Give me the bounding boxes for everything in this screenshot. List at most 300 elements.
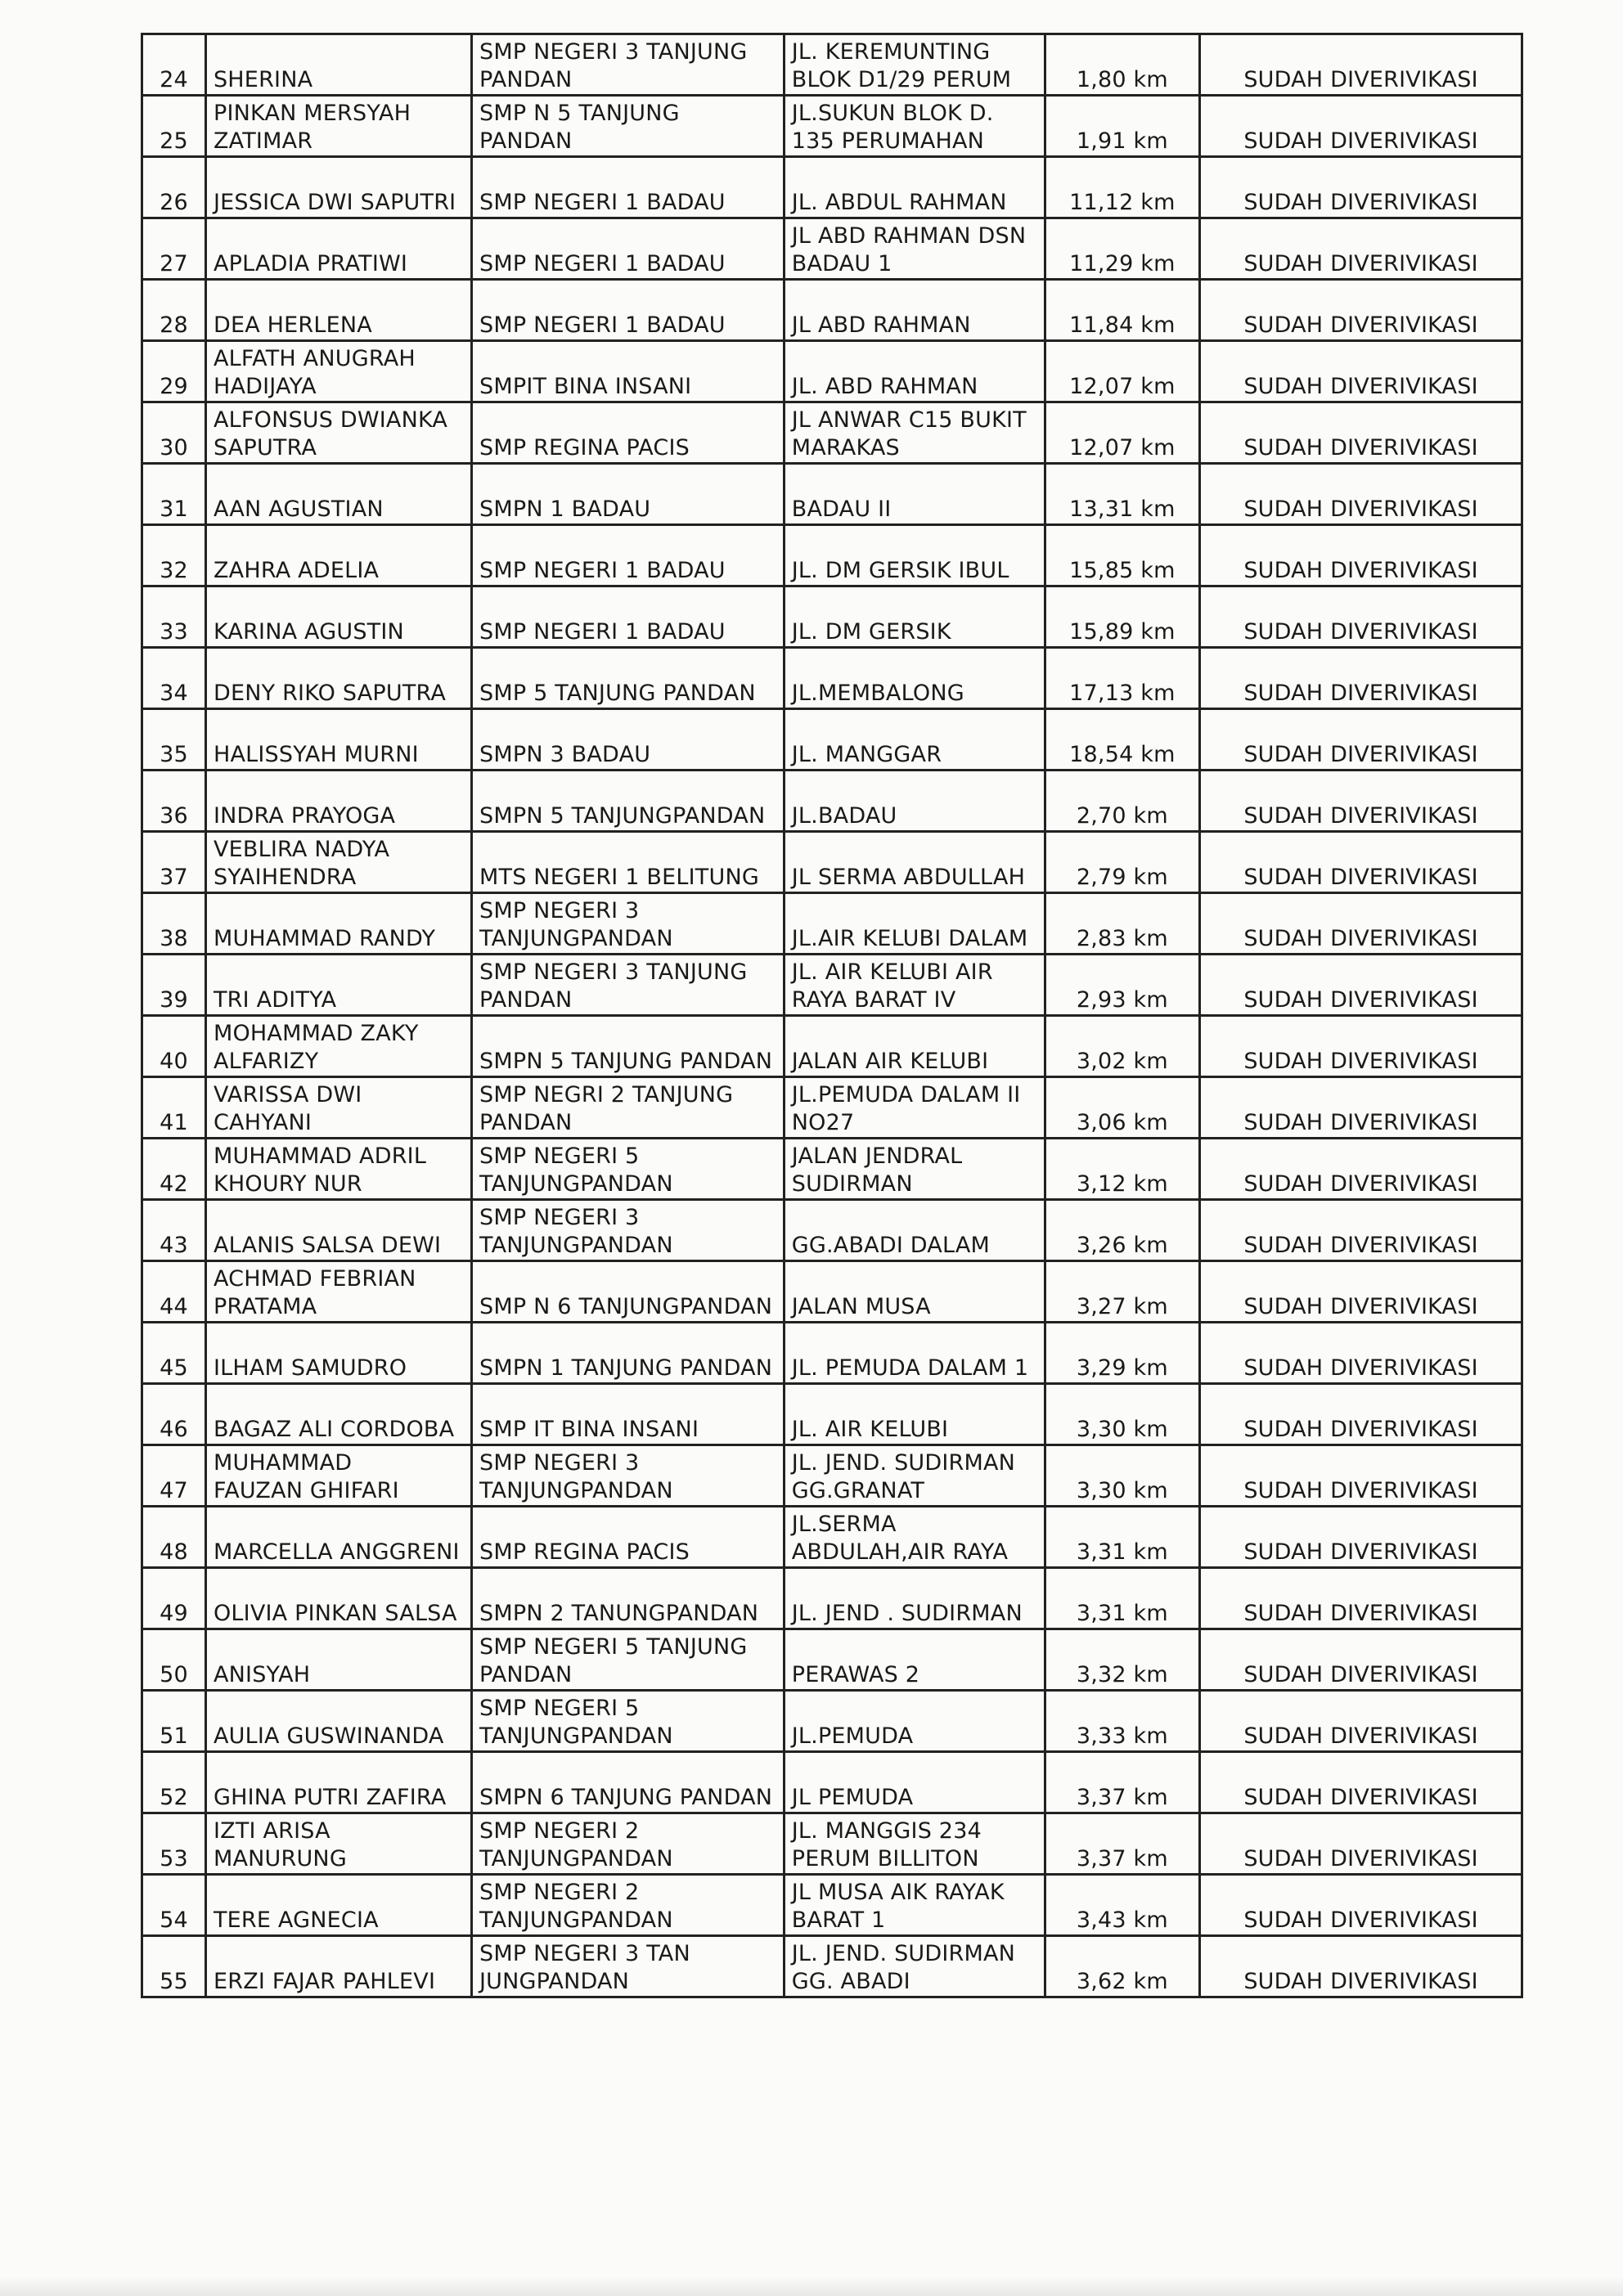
distance-cell xyxy=(1045,1813,1199,1875)
student-name-line: MANURUNG xyxy=(213,1846,347,1871)
table-row xyxy=(142,771,1522,832)
distance: 3,37 km xyxy=(1076,1785,1168,1810)
student-name-cell xyxy=(205,280,471,341)
row-number: 39 xyxy=(160,987,188,1013)
school-name-cell xyxy=(472,1200,785,1261)
address-line: PERUM BILLITON xyxy=(791,1846,979,1871)
row-number-cell xyxy=(142,96,206,157)
table-row xyxy=(142,1445,1522,1507)
verification-status: SUDAH DIVERIVIKASI xyxy=(1243,1723,1478,1749)
distance: 3,37 km xyxy=(1076,1846,1168,1871)
address-cell xyxy=(784,341,1045,402)
distance: 11,84 km xyxy=(1069,312,1176,338)
student-name-line: MUHAMMAD xyxy=(213,1450,353,1476)
school-name-cell xyxy=(472,709,785,771)
distance-cell xyxy=(1045,1568,1199,1629)
distance: 3,02 km xyxy=(1076,1049,1168,1074)
verification-status: SUDAH DIVERIVIKASI xyxy=(1243,1355,1478,1381)
address-line: JL.SUKUN BLOK D. xyxy=(791,101,994,126)
school-name-line: SMP NEGERI 3 TAN xyxy=(479,1941,690,1966)
address-cell xyxy=(784,1261,1045,1323)
school-name-cell xyxy=(472,1139,785,1200)
row-number: 43 xyxy=(160,1233,188,1258)
verification-status: SUDAH DIVERIVIKASI xyxy=(1243,1846,1478,1871)
verification-status-cell xyxy=(1200,1936,1522,1997)
verification-status: SUDAH DIVERIVIKASI xyxy=(1243,681,1478,706)
school-name-line: SMP NEGERI 3 TANJUNG xyxy=(479,39,748,65)
verification-status-cell xyxy=(1200,464,1522,525)
verification-status-cell xyxy=(1200,1384,1522,1445)
distance-cell xyxy=(1045,464,1199,525)
row-number-cell xyxy=(142,586,206,648)
row-number: 50 xyxy=(160,1662,188,1687)
address-cell xyxy=(784,1691,1045,1752)
address-line: JL. MANGGAR xyxy=(791,742,942,767)
student-name-cell xyxy=(205,218,471,280)
school-name-line: TANJUNGPANDAN xyxy=(479,1907,673,1933)
row-number-cell xyxy=(142,280,206,341)
distance-cell xyxy=(1045,1752,1199,1813)
student-name-cell xyxy=(205,1323,471,1384)
student-name-cell xyxy=(205,1016,471,1077)
table-body xyxy=(142,34,1522,1997)
address-line: JL.PEMUDA DALAM II xyxy=(791,1082,1021,1108)
table-row xyxy=(142,1077,1522,1139)
address-cell xyxy=(784,1016,1045,1077)
distance-cell xyxy=(1045,1875,1199,1936)
student-name-cell xyxy=(205,1813,471,1875)
school-name-cell xyxy=(472,1813,785,1875)
row-number: 24 xyxy=(160,67,188,92)
distance-cell xyxy=(1045,34,1199,96)
student-name-line: ILHAM SAMUDRO xyxy=(213,1355,407,1381)
verification-status: SUDAH DIVERIVIKASI xyxy=(1243,803,1478,829)
distance: 11,29 km xyxy=(1069,251,1176,276)
student-name-cell xyxy=(205,34,471,96)
row-number: 47 xyxy=(160,1478,188,1503)
address-line: RAYA BARAT IV xyxy=(791,987,956,1013)
school-name-line: TANJUNGPANDAN xyxy=(479,1723,673,1749)
address-cell xyxy=(784,157,1045,218)
table-row xyxy=(142,1200,1522,1261)
row-number-cell xyxy=(142,893,206,955)
address-cell xyxy=(784,586,1045,648)
school-name-line: SMPN 5 TANJUNG PANDAN xyxy=(479,1049,773,1074)
table-row xyxy=(142,1875,1522,1936)
student-name-cell xyxy=(205,1629,471,1691)
verification-status: SUDAH DIVERIVIKASI xyxy=(1243,1969,1478,1994)
distance-cell xyxy=(1045,525,1199,586)
verification-status-cell xyxy=(1200,648,1522,709)
distance-cell xyxy=(1045,1139,1199,1200)
verification-status: SUDAH DIVERIVIKASI xyxy=(1243,865,1478,890)
distance: 15,89 km xyxy=(1069,619,1176,645)
school-name-line: SMPN 1 TANJUNG PANDAN xyxy=(479,1355,773,1381)
student-name-cell xyxy=(205,1200,471,1261)
student-name-line: GHINA PUTRI ZAFIRA xyxy=(213,1785,447,1810)
address-cell xyxy=(784,1936,1045,1997)
school-name-line: SMPN 5 TANJUNGPANDAN xyxy=(479,803,766,829)
address-cell xyxy=(784,402,1045,464)
row-number-cell xyxy=(142,1261,206,1323)
address-line: NO27 xyxy=(791,1110,855,1135)
distance: 3,27 km xyxy=(1076,1294,1168,1319)
distance: 1,91 km xyxy=(1076,128,1168,154)
distance-cell xyxy=(1045,955,1199,1016)
school-name-cell xyxy=(472,1691,785,1752)
school-name-line: SMP NEGERI 3 xyxy=(479,1205,640,1230)
table-row xyxy=(142,1261,1522,1323)
school-name-cell xyxy=(472,771,785,832)
school-name-line: SMP NEGERI 3 xyxy=(479,898,640,923)
address-line: JALAN JENDRAL xyxy=(791,1144,963,1169)
student-name-line: HALISSYAH MURNI xyxy=(213,742,419,767)
distance: 3,33 km xyxy=(1076,1723,1168,1749)
verification-status-cell xyxy=(1200,341,1522,402)
address-cell xyxy=(784,1813,1045,1875)
verification-status-cell xyxy=(1200,1016,1522,1077)
school-name-line: PANDAN xyxy=(479,1662,573,1687)
school-name-line: SMPN 2 TANUNGPANDAN xyxy=(479,1601,759,1626)
school-name-line: JUNGPANDAN xyxy=(479,1969,630,1994)
student-name-line: SHERINA xyxy=(213,67,313,92)
table-row xyxy=(142,1139,1522,1200)
address-line: ABDULAH,AIR RAYA xyxy=(791,1539,1009,1565)
distance-cell xyxy=(1045,402,1199,464)
address-cell xyxy=(784,280,1045,341)
student-name-cell xyxy=(205,464,471,525)
row-number-cell xyxy=(142,832,206,893)
verification-status: SUDAH DIVERIVIKASI xyxy=(1243,1785,1478,1810)
table-row xyxy=(142,648,1522,709)
distance: 3,29 km xyxy=(1076,1355,1168,1381)
school-name-cell xyxy=(472,157,785,218)
student-name-cell xyxy=(205,1752,471,1813)
student-name-cell xyxy=(205,709,471,771)
address-cell xyxy=(784,1445,1045,1507)
address-cell xyxy=(784,218,1045,280)
school-name-line: SMP N 6 TANJUNGPANDAN xyxy=(479,1294,773,1319)
address-cell xyxy=(784,1568,1045,1629)
student-name-cell xyxy=(205,1445,471,1507)
distance-cell xyxy=(1045,96,1199,157)
address-line: 135 PERUMAHAN xyxy=(791,128,985,154)
school-name-line: TANJUNGPANDAN xyxy=(479,1846,673,1871)
row-number: 52 xyxy=(160,1785,188,1810)
table-row xyxy=(142,1691,1522,1752)
student-name-line: FAUZAN GHIFARI xyxy=(213,1478,399,1503)
row-number: 46 xyxy=(160,1417,188,1442)
verification-table xyxy=(141,33,1523,1998)
school-name-line: SMP NEGRI 2 TANJUNG xyxy=(479,1082,734,1108)
school-name-line: SMP NEGERI 5 TANJUNG xyxy=(479,1634,748,1660)
school-name-cell xyxy=(472,1016,785,1077)
address-line: JL. DM GERSIK IBUL xyxy=(791,558,1009,583)
row-number: 33 xyxy=(160,619,188,645)
verification-status-cell xyxy=(1200,1629,1522,1691)
school-name-cell xyxy=(472,1261,785,1323)
table-row xyxy=(142,464,1522,525)
address-line: JL MUSA AIK RAYAK xyxy=(791,1880,1005,1905)
verification-status: SUDAH DIVERIVIKASI xyxy=(1243,619,1478,645)
table-row xyxy=(142,586,1522,648)
school-name-cell xyxy=(472,1323,785,1384)
distance-cell xyxy=(1045,1691,1199,1752)
verification-status-cell xyxy=(1200,525,1522,586)
address-cell xyxy=(784,1139,1045,1200)
distance-cell xyxy=(1045,1077,1199,1139)
school-name-cell xyxy=(472,464,785,525)
address-line: JL.BADAU xyxy=(791,803,897,829)
school-name-cell xyxy=(472,1384,785,1445)
row-number-cell xyxy=(142,1752,206,1813)
row-number: 27 xyxy=(160,251,188,276)
student-name-line: PRATAMA xyxy=(213,1294,317,1319)
verification-status: SUDAH DIVERIVIKASI xyxy=(1243,128,1478,154)
row-number-cell xyxy=(142,1139,206,1200)
table-row xyxy=(142,1629,1522,1691)
scan-edge-shadow xyxy=(0,2276,1623,2296)
address-line: GG.GRANAT xyxy=(791,1478,925,1503)
verification-status-cell xyxy=(1200,709,1522,771)
verification-status: SUDAH DIVERIVIKASI xyxy=(1243,558,1478,583)
table-row xyxy=(142,96,1522,157)
row-number: 42 xyxy=(160,1171,188,1197)
student-name-line: VARISSA DWI xyxy=(213,1082,362,1108)
school-name-cell xyxy=(472,525,785,586)
table-row xyxy=(142,34,1522,96)
school-name-line: PANDAN xyxy=(479,67,573,92)
school-name-line: SMP IT BINA INSANI xyxy=(479,1417,699,1442)
distance-cell xyxy=(1045,157,1199,218)
address-cell xyxy=(784,1384,1045,1445)
school-name-line: PANDAN xyxy=(479,1110,573,1135)
student-name-line: TRI ADITYA xyxy=(213,987,337,1013)
school-name-line: PANDAN xyxy=(479,128,573,154)
address-cell xyxy=(784,1200,1045,1261)
verification-status: SUDAH DIVERIVIKASI xyxy=(1243,251,1478,276)
distance: 2,70 km xyxy=(1076,803,1168,829)
table-row xyxy=(142,1384,1522,1445)
table-row xyxy=(142,955,1522,1016)
verification-status-cell xyxy=(1200,1507,1522,1568)
address-line: JL. JEND . SUDIRMAN xyxy=(791,1601,1023,1626)
verification-status-cell xyxy=(1200,1568,1522,1629)
student-name-line: KARINA AGUSTIN xyxy=(213,619,404,645)
row-number-cell xyxy=(142,157,206,218)
row-number: 55 xyxy=(160,1969,188,1994)
table-row xyxy=(142,1813,1522,1875)
row-number: 28 xyxy=(160,312,188,338)
address-line: JL.MEMBALONG xyxy=(791,681,964,706)
school-name-cell xyxy=(472,218,785,280)
row-number: 44 xyxy=(160,1294,188,1319)
verification-status-cell xyxy=(1200,955,1522,1016)
school-name-cell xyxy=(472,34,785,96)
student-name-line: JESSICA DWI SAPUTRI xyxy=(213,190,456,215)
verification-status-cell xyxy=(1200,1445,1522,1507)
row-number-cell xyxy=(142,525,206,586)
verification-status-cell xyxy=(1200,1139,1522,1200)
distance: 3,30 km xyxy=(1076,1478,1168,1503)
student-name-line: ANISYAH xyxy=(213,1662,311,1687)
school-name-cell xyxy=(472,1445,785,1507)
school-name-line: SMP NEGERI 1 BADAU xyxy=(479,312,726,338)
distance: 3,32 km xyxy=(1076,1662,1168,1687)
student-name-cell xyxy=(205,1261,471,1323)
school-name-cell xyxy=(472,96,785,157)
distance: 2,93 km xyxy=(1076,987,1168,1013)
row-number: 48 xyxy=(160,1539,188,1565)
verification-status-cell xyxy=(1200,402,1522,464)
verification-status-cell xyxy=(1200,1200,1522,1261)
address-line: JALAN AIR KELUBI xyxy=(791,1049,989,1074)
student-name-line: DENY RIKO SAPUTRA xyxy=(213,681,447,706)
distance: 3,31 km xyxy=(1076,1601,1168,1626)
row-number-cell xyxy=(142,464,206,525)
student-name-cell xyxy=(205,771,471,832)
student-name-line: BAGAZ ALI CORDOBA xyxy=(213,1417,455,1442)
distance: 2,79 km xyxy=(1076,865,1168,890)
table-row xyxy=(142,280,1522,341)
address-cell xyxy=(784,464,1045,525)
address-line: GG. ABADI xyxy=(791,1969,910,1994)
distance: 3,26 km xyxy=(1076,1233,1168,1258)
row-number: 29 xyxy=(160,374,188,399)
address-line: JL.PEMUDA xyxy=(791,1723,914,1749)
school-name-cell xyxy=(472,402,785,464)
distance: 2,83 km xyxy=(1076,926,1168,951)
distance-cell xyxy=(1045,1323,1199,1384)
row-number: 45 xyxy=(160,1355,188,1381)
student-name-line: ALANIS SALSA DEWI xyxy=(213,1233,442,1258)
school-name-line: TANJUNGPANDAN xyxy=(479,1478,673,1503)
distance: 17,13 km xyxy=(1069,681,1176,706)
verification-status-cell xyxy=(1200,34,1522,96)
address-line: JL.SERMA xyxy=(791,1512,897,1537)
verification-status: SUDAH DIVERIVIKASI xyxy=(1243,1049,1478,1074)
school-name-line: SMP NEGERI 5 xyxy=(479,1144,640,1169)
address-line: PERAWAS 2 xyxy=(791,1662,920,1687)
verification-status-cell xyxy=(1200,1077,1522,1139)
row-number: 25 xyxy=(160,128,188,154)
address-line: JL. AIR KELUBI AIR xyxy=(791,959,993,985)
verification-status-cell xyxy=(1200,218,1522,280)
distance-cell xyxy=(1045,586,1199,648)
row-number-cell xyxy=(142,1445,206,1507)
verification-status-cell xyxy=(1200,157,1522,218)
distance-cell xyxy=(1045,1936,1199,1997)
distance: 3,43 km xyxy=(1076,1907,1168,1933)
row-number-cell xyxy=(142,955,206,1016)
address-line: JL. JEND. SUDIRMAN xyxy=(791,1450,1016,1476)
verification-status-cell xyxy=(1200,586,1522,648)
table-row xyxy=(142,341,1522,402)
distance: 3,31 km xyxy=(1076,1539,1168,1565)
row-number: 26 xyxy=(160,190,188,215)
distance-cell xyxy=(1045,1261,1199,1323)
student-name-cell xyxy=(205,1507,471,1568)
school-name-cell xyxy=(472,1077,785,1139)
row-number-cell xyxy=(142,1384,206,1445)
verification-status: SUDAH DIVERIVIKASI xyxy=(1243,374,1478,399)
student-name-line: ERZI FAJAR PAHLEVI xyxy=(213,1969,436,1994)
distance-cell xyxy=(1045,893,1199,955)
student-name-line: TERE AGNECIA xyxy=(213,1907,379,1933)
table-row xyxy=(142,893,1522,955)
row-number: 38 xyxy=(160,926,188,951)
address-line: MARAKAS xyxy=(791,435,900,461)
school-name-cell xyxy=(472,1752,785,1813)
school-name-line: SMP 5 TANJUNG PANDAN xyxy=(479,681,756,706)
student-name-line: SYAIHENDRA xyxy=(213,865,357,890)
school-name-line: SMP NEGERI 1 BADAU xyxy=(479,190,726,215)
student-name-line: PINKAN MERSYAH xyxy=(213,101,411,126)
verification-status: SUDAH DIVERIVIKASI xyxy=(1243,742,1478,767)
school-name-line: SMP NEGERI 3 TANJUNG xyxy=(479,959,748,985)
address-line: JL. JEND. SUDIRMAN xyxy=(791,1941,1016,1966)
address-line: JL. KEREMUNTING xyxy=(791,39,991,65)
verification-status: SUDAH DIVERIVIKASI xyxy=(1243,1171,1478,1197)
table-row xyxy=(142,1936,1522,1997)
student-name-cell xyxy=(205,955,471,1016)
verification-status-cell xyxy=(1200,893,1522,955)
address-line: JL ANWAR C15 BUKIT xyxy=(791,407,1027,433)
distance-cell xyxy=(1045,709,1199,771)
verification-status: SUDAH DIVERIVIKASI xyxy=(1243,1233,1478,1258)
row-number: 51 xyxy=(160,1723,188,1749)
school-name-line: TANJUNGPANDAN xyxy=(479,1171,673,1197)
verification-status-cell xyxy=(1200,1875,1522,1936)
student-name-line: MARCELLA ANGGRENI xyxy=(213,1539,460,1565)
address-line: JL. AIR KELUBI xyxy=(791,1417,949,1442)
address-cell xyxy=(784,709,1045,771)
address-line: SUDIRMAN xyxy=(791,1171,913,1197)
verification-status: SUDAH DIVERIVIKASI xyxy=(1243,1907,1478,1933)
distance-cell xyxy=(1045,1445,1199,1507)
table-row xyxy=(142,1568,1522,1629)
student-name-line: ALFONSUS DWIANKA xyxy=(213,407,448,433)
row-number-cell xyxy=(142,218,206,280)
school-name-cell xyxy=(472,648,785,709)
address-line: JL SERMA ABDULLAH xyxy=(791,865,1026,890)
row-number-cell xyxy=(142,1507,206,1568)
verification-status: SUDAH DIVERIVIKASI xyxy=(1243,435,1478,461)
school-name-line: PANDAN xyxy=(479,987,573,1013)
verification-status: SUDAH DIVERIVIKASI xyxy=(1243,1417,1478,1442)
student-name-line: KHOURY NUR xyxy=(213,1171,362,1197)
table-row xyxy=(142,709,1522,771)
distance: 12,07 km xyxy=(1069,374,1176,399)
student-name-line: SAPUTRA xyxy=(213,435,317,461)
table-row xyxy=(142,402,1522,464)
school-name-line: SMP NEGERI 3 xyxy=(479,1450,640,1476)
address-line: JL ABD RAHMAN DSN xyxy=(791,223,1027,249)
student-name-line: MUHAMMAD ADRIL xyxy=(213,1144,427,1169)
verification-status: SUDAH DIVERIVIKASI xyxy=(1243,1601,1478,1626)
distance-cell xyxy=(1045,1016,1199,1077)
table-row xyxy=(142,525,1522,586)
student-name-line: INDRA PRAYOGA xyxy=(213,803,396,829)
verification-status: SUDAH DIVERIVIKASI xyxy=(1243,1539,1478,1565)
distance: 13,31 km xyxy=(1069,496,1176,522)
student-name-cell xyxy=(205,586,471,648)
distance-cell xyxy=(1045,1200,1199,1261)
student-name-cell xyxy=(205,1936,471,1997)
distance-cell xyxy=(1045,280,1199,341)
student-name-cell xyxy=(205,1139,471,1200)
address-line: JL.AIR KELUBI DALAM xyxy=(791,926,1028,951)
